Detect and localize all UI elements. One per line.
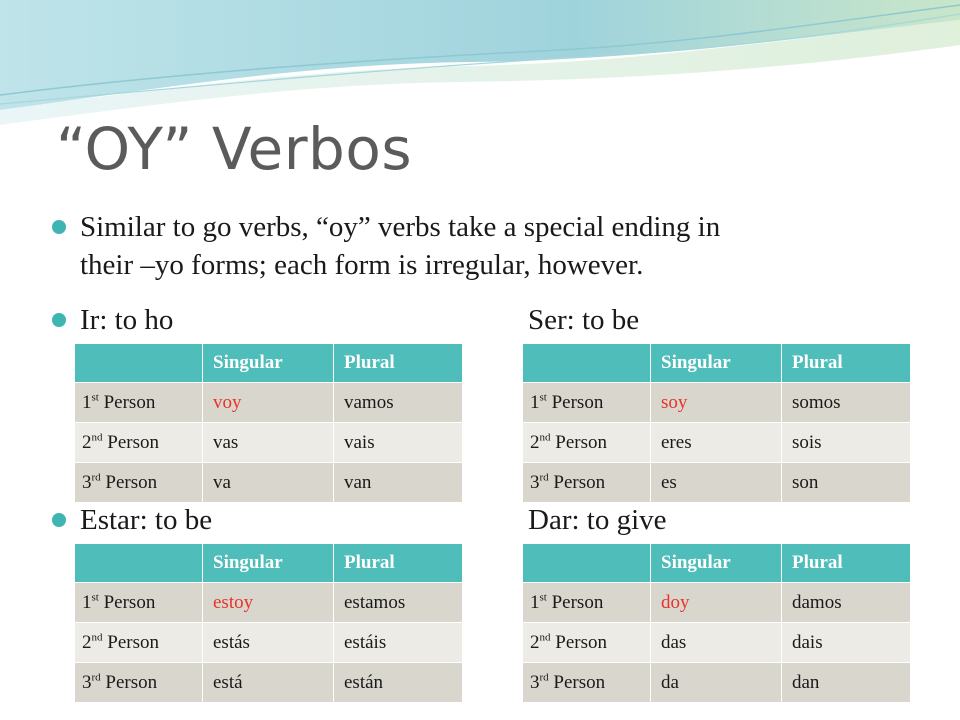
- person-ordinal-suffix: rd: [91, 471, 101, 484]
- heading-ir: Ir: to ho: [80, 304, 174, 336]
- person-cell: [523, 463, 651, 503]
- person-ordinal-suffix: st: [539, 591, 547, 604]
- header-cell-singular: Singular: [203, 544, 334, 583]
- plural-cell: estáis: [334, 623, 463, 663]
- singular-cell: estoy: [203, 583, 334, 623]
- slide-title: “OY” Verbos: [56, 115, 413, 183]
- header-cell-singular: Singular: [651, 344, 782, 383]
- header-cell-empty: [523, 344, 651, 383]
- header-cell-singular: Singular: [651, 544, 782, 583]
- person-ordinal-suffix: nd: [91, 431, 103, 444]
- plural-cell: van: [334, 463, 463, 503]
- person-cell: [523, 623, 651, 663]
- singular-cell: das: [651, 623, 782, 663]
- table-row: [75, 663, 463, 703]
- person-ordinal-suffix: rd: [91, 671, 101, 684]
- person-label: Person: [98, 591, 156, 613]
- person-cell: [75, 663, 203, 703]
- person-cell: [523, 583, 651, 623]
- table-row: [75, 583, 463, 623]
- plural-cell: están: [334, 663, 463, 703]
- header-cell-empty: [523, 544, 651, 583]
- person-ordinal: 1: [530, 391, 540, 413]
- person-ordinal-suffix: nd: [91, 631, 103, 644]
- singular-cell: voy: [203, 383, 334, 423]
- person-cell: [523, 423, 651, 463]
- person-label: Person: [100, 471, 158, 493]
- person-ordinal-suffix: st: [91, 391, 99, 404]
- conjugation-table-ser: [522, 343, 911, 503]
- conjugation-table-ir: [74, 343, 463, 503]
- person-label: Person: [550, 431, 607, 453]
- person-ordinal-suffix: nd: [539, 431, 551, 444]
- person-cell: [75, 623, 203, 663]
- person-ordinal: 2: [82, 631, 92, 653]
- person-ordinal: 2: [530, 431, 540, 453]
- table-row: [523, 423, 911, 463]
- person-label: Person: [550, 631, 607, 653]
- heading-ser: Ser: to be: [528, 304, 640, 336]
- person-ordinal-suffix: nd: [539, 631, 551, 644]
- header-cell-plural: Plural: [782, 344, 911, 383]
- table-row: [523, 383, 911, 423]
- person-ordinal: 2: [530, 631, 540, 653]
- person-label: Person: [98, 391, 156, 413]
- header-wave-decoration: [0, 0, 960, 130]
- person-cell: [75, 583, 203, 623]
- bullet-icon: [52, 220, 66, 234]
- singular-cell: eres: [651, 423, 782, 463]
- person-label: Person: [102, 631, 159, 653]
- person-ordinal: 1: [82, 391, 92, 413]
- person-cell: [75, 383, 203, 423]
- table-row: [75, 623, 463, 663]
- plural-cell: damos: [782, 583, 911, 623]
- bullet-icon: [52, 313, 66, 327]
- conjugation-table-dar: [522, 543, 911, 703]
- table-header-row: [523, 344, 911, 383]
- table-row: [75, 463, 463, 503]
- person-label: Person: [548, 471, 606, 493]
- plural-cell: son: [782, 463, 911, 503]
- table-header-row: [523, 544, 911, 583]
- person-label: Person: [102, 431, 159, 453]
- singular-cell: soy: [651, 383, 782, 423]
- singular-cell: da: [651, 663, 782, 703]
- intro-line-1: Similar to go verbs, “oy” verbs take a special ending in: [80, 211, 721, 243]
- person-ordinal: 3: [530, 471, 540, 493]
- table-row: [75, 423, 463, 463]
- singular-cell: está: [203, 663, 334, 703]
- plural-cell: sois: [782, 423, 911, 463]
- header-cell-empty: [75, 344, 203, 383]
- heading-estar: Estar: to be: [80, 504, 213, 536]
- bullet-icon: [52, 513, 66, 527]
- person-cell: [523, 663, 651, 703]
- table-row: [75, 383, 463, 423]
- table-row: [523, 663, 911, 703]
- table-header-row: [75, 544, 463, 583]
- table-row: [523, 583, 911, 623]
- plural-cell: estamos: [334, 583, 463, 623]
- person-ordinal-suffix: rd: [539, 471, 549, 484]
- person-label: Person: [546, 591, 604, 613]
- singular-cell: es: [651, 463, 782, 503]
- person-ordinal: 1: [530, 591, 540, 613]
- singular-cell: doy: [651, 583, 782, 623]
- person-label: Person: [546, 391, 604, 413]
- heading-dar: Dar: to give: [528, 504, 667, 536]
- singular-cell: vas: [203, 423, 334, 463]
- header-cell-singular: Singular: [203, 344, 334, 383]
- person-cell: [75, 423, 203, 463]
- plural-cell: dan: [782, 663, 911, 703]
- table-header-row: [75, 344, 463, 383]
- person-ordinal-suffix: st: [91, 591, 99, 604]
- intro-line-2: their –yo forms; each form is irregular, however.: [80, 249, 644, 281]
- person-label: Person: [100, 671, 158, 693]
- header-cell-plural: Plural: [782, 544, 911, 583]
- plural-cell: vais: [334, 423, 463, 463]
- header-cell-plural: Plural: [334, 544, 463, 583]
- person-ordinal: 1: [82, 591, 92, 613]
- table-row: [523, 463, 911, 503]
- conjugation-table-estar: [74, 543, 463, 703]
- table-row: [523, 623, 911, 663]
- person-ordinal-suffix: st: [539, 391, 547, 404]
- singular-cell: va: [203, 463, 334, 503]
- plural-cell: vamos: [334, 383, 463, 423]
- person-cell: [523, 383, 651, 423]
- person-ordinal: 2: [82, 431, 92, 453]
- person-ordinal: 3: [530, 671, 540, 693]
- plural-cell: somos: [782, 383, 911, 423]
- person-label: Person: [548, 671, 606, 693]
- header-cell-empty: [75, 544, 203, 583]
- person-ordinal: 3: [82, 471, 92, 493]
- person-cell: [75, 463, 203, 503]
- person-ordinal: 3: [82, 671, 92, 693]
- singular-cell: estás: [203, 623, 334, 663]
- plural-cell: dais: [782, 623, 911, 663]
- person-ordinal-suffix: rd: [539, 671, 549, 684]
- header-cell-plural: Plural: [334, 344, 463, 383]
